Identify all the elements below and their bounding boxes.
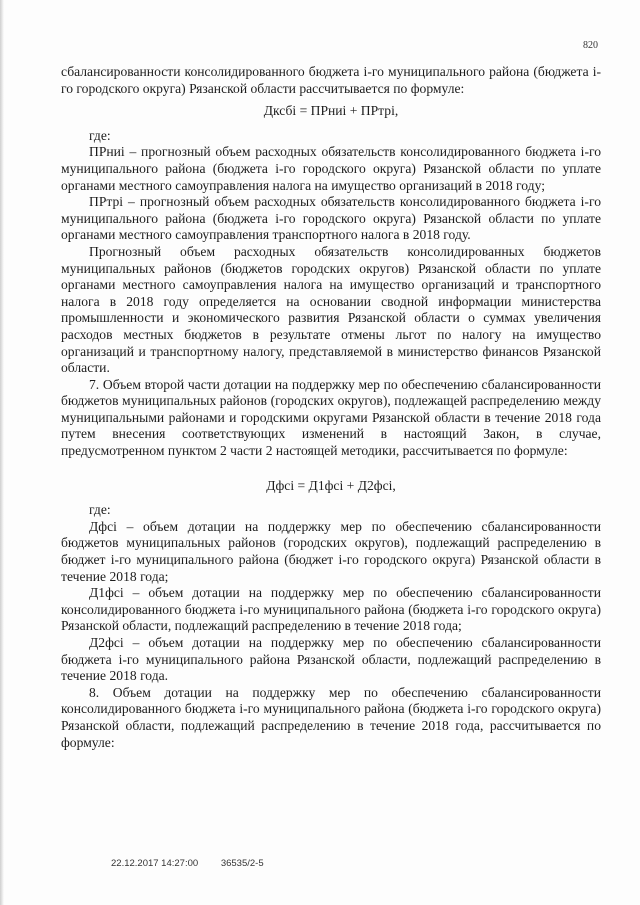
where-label: где: xyxy=(89,502,111,518)
paragraph: ПРтрi – прогнозный объем расходных обязательств консолидированного бюджета i-го муниципального района (бюджета i-го городского округа) Рязанской области по уплате органами местного самоуправления транспортного налога в 2018 году. xyxy=(61,194,601,243)
where-label: где: xyxy=(89,127,111,143)
scan-edge-shadow xyxy=(0,0,4,905)
paragraph: Д1фсi – объем дотации на поддержку мер по обеспечению сбалансированности консолидированного бюджета i-го муниципального района (бюджета i-го городского округа) Рязанской области, подлежащий распределению в течение 2018 года; xyxy=(61,585,601,634)
paragraph: Дфсi – объем дотации на поддержку мер по обеспечению сбалансированности бюджетов муниципальных районов (городских округов), подлежащий распределению в бюджет i-го муниципального района (бюджет i-го городского округа) Рязанской области в течение 2018 года; xyxy=(61,518,601,584)
formula: Дфсi = Д1фсi + Д2фсi, xyxy=(266,477,396,493)
page-number: 820 xyxy=(583,40,598,51)
paragraph: сбалансированности консолидированного бюджета i-го муниципального района (бюджета i-го городского округа) Рязанской области рассчитывается по формуле: xyxy=(61,64,601,96)
paragraph: Д2фсi – объем дотации на поддержку мер по обеспечению сбалансированности бюджета i-го муниципального района Рязанской области, подлежащий распределению в течение 2018 года. xyxy=(61,635,601,684)
footer-timestamp: 22.12.2017 14:27:00 xyxy=(111,858,199,869)
paragraph: 7. Объем второй части дотации на поддержку мер по обеспечению сбалансированности бюджетов муниципальных районов (городских округов), подлежащей распределению между муниципальными районами и городскими округами Рязанской области в течение 2018 года путем внесения соответствующих изменений в настоящий Закон, в случае, предусмотренном пунктом 2 части 2 настоящей методики, рассчитывается по формуле: xyxy=(61,376,601,459)
document-body xyxy=(61,64,601,751)
formula: Дксбi = ПРниi + ПРтрi, xyxy=(263,103,399,119)
footer xyxy=(111,858,284,869)
paragraph: Прогнозный объем расходных обязательств консолидированных бюджетов муниципальных районов (бюджетов городских округов) Рязанской области по уплате органами местного самоуправления налога на имущество организаций и транспортного налога в 2018 году определяется на основании сводной информации министерства промышленности и экономического развития Рязанской области о суммах увеличения расходов местных бюджетов в результате отмены льгот по налогу на имущество организаций и транспортному налогу, представляемой в министерство финансов Рязанской области. xyxy=(61,243,601,376)
paragraph: ПРниi – прогнозный объем расходных обязательств консолидированного бюджета i-го муниципального района (бюджета i-го городского округа) Рязанской области по уплате органами местного самоуправления налога на имущество организаций в 2018 году; xyxy=(61,144,601,193)
paragraph: 8. Объем дотации на поддержку мер по обеспечению сбалансированности консолидированного бюджета i-го муниципального района (бюджета i-го городского округа) Рязанской области, подлежащий распределению в течение 2018 года, рассчитывается по формуле: xyxy=(61,684,601,750)
footer-doc-code: 36535/2-5 xyxy=(220,858,264,869)
